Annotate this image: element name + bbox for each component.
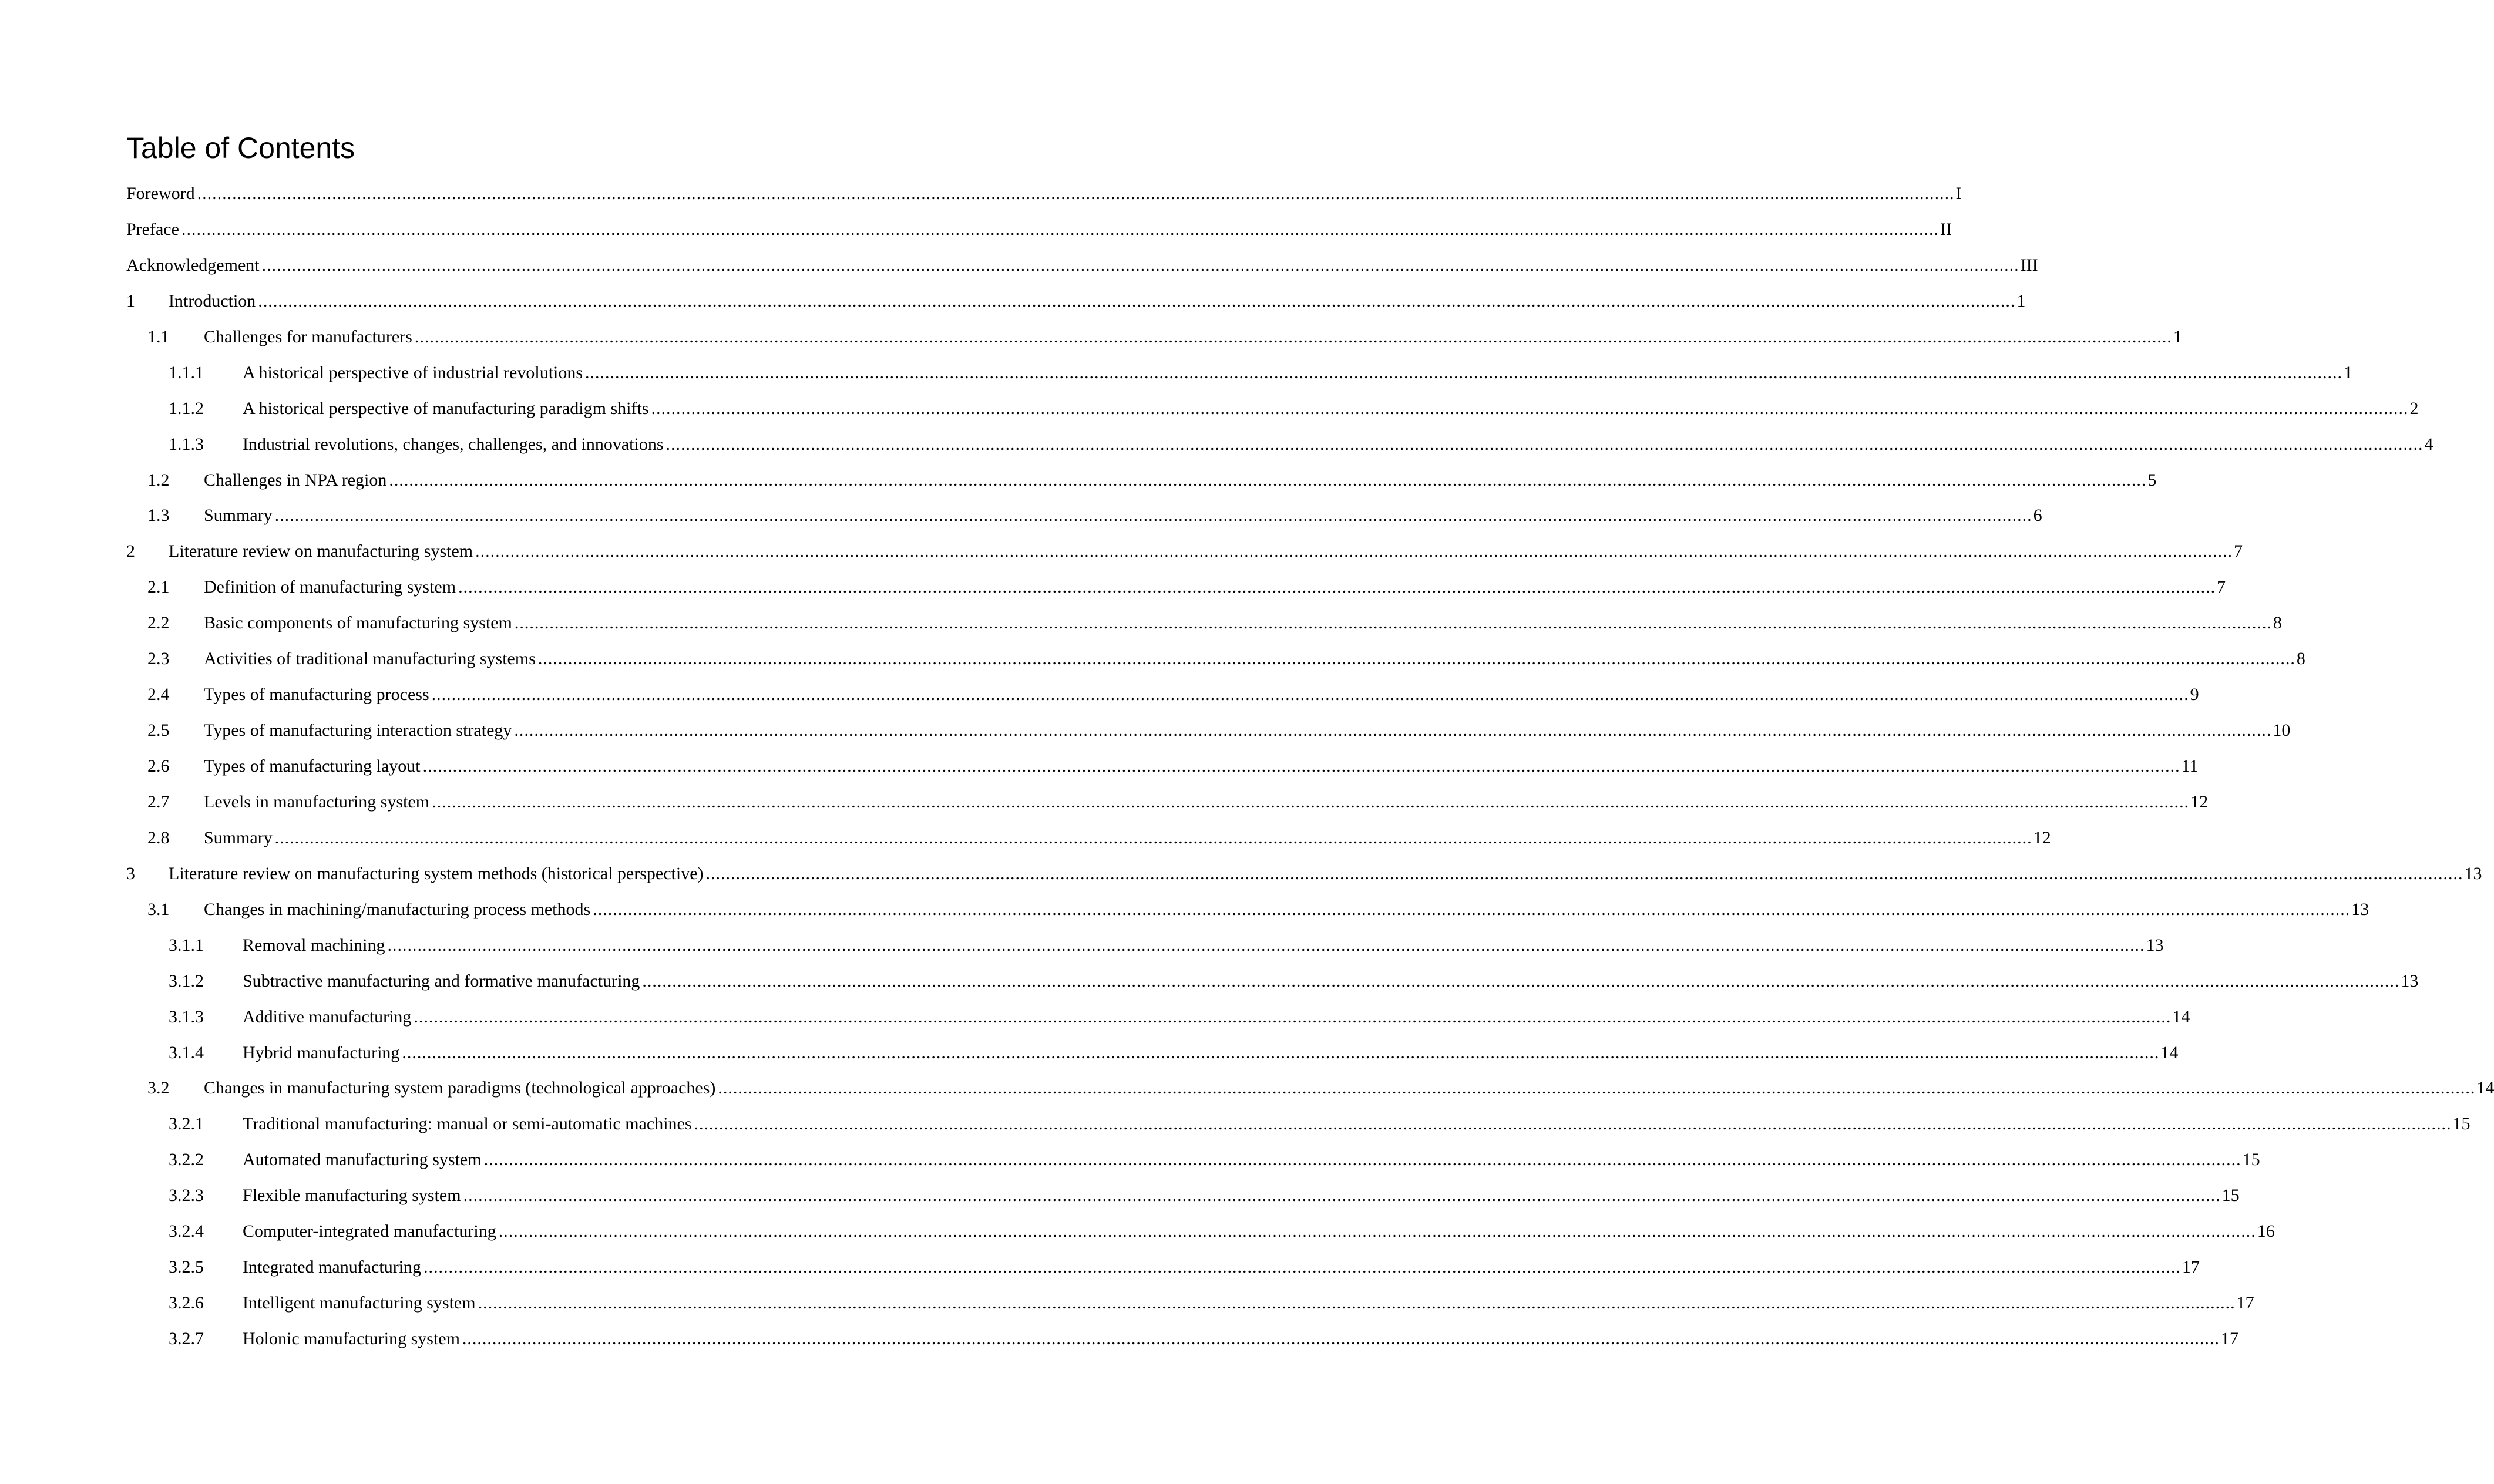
toc-entry[interactable] <box>126 677 2199 713</box>
toc-entry-page-number: 10 <box>2273 721 2291 741</box>
dot-leader <box>515 605 2272 641</box>
toc-entry-number: 1.1.3 <box>169 434 204 454</box>
toc-entry-number: 1.1 <box>147 327 170 346</box>
toc-entry-title: Introduction <box>169 291 256 311</box>
toc-entry-number: 3.2.7 <box>169 1329 204 1348</box>
toc-entry-title: Challenges in NPA region <box>204 470 387 490</box>
toc-entry[interactable] <box>126 284 2026 319</box>
dot-leader <box>389 463 2146 499</box>
dot-leader <box>181 212 1939 248</box>
toc-entry[interactable] <box>126 463 2157 499</box>
dot-leader <box>478 1286 2236 1321</box>
toc-entry-page-number: II <box>1940 219 1952 239</box>
toc-entry-number: 1.1.2 <box>169 398 204 418</box>
toc-entry-page-number: 13 <box>2464 863 2482 883</box>
toc-entry[interactable] <box>126 641 2305 677</box>
toc-entry-title: Subtractive manufacturing and formative manufacturing <box>243 971 640 991</box>
toc-entry-page-number: 8 <box>2296 649 2305 669</box>
toc-entry[interactable] <box>126 1142 2260 1178</box>
toc-entry[interactable] <box>126 964 2419 1000</box>
dot-leader <box>423 749 2180 785</box>
toc-entry-title: Challenges for manufacturers <box>204 327 412 346</box>
toc-entry[interactable] <box>126 785 2209 820</box>
toc-entry[interactable] <box>126 928 2164 964</box>
toc-entry-title: Foreword <box>126 184 195 203</box>
toc-entry-title: A historical perspective of industrial revolutions <box>243 362 583 382</box>
toc-entry[interactable] <box>126 427 2434 463</box>
toc-entry[interactable] <box>126 570 2226 605</box>
toc-entry[interactable] <box>126 1106 2471 1142</box>
dot-leader <box>475 534 2233 570</box>
dot-leader <box>402 1035 2159 1071</box>
toc-entry-number: 3.1.2 <box>169 971 204 991</box>
toc-entry-title: Traditional manufacturing: manual or semi-automatic machines <box>243 1114 692 1134</box>
toc-entry[interactable] <box>126 391 2419 427</box>
toc-entry-number: 3.1.3 <box>169 1007 204 1027</box>
toc-entry-title: Integrated manufacturing <box>243 1257 422 1277</box>
toc-entry[interactable] <box>126 1214 2275 1250</box>
toc-entry-number: 3.1.4 <box>169 1042 204 1062</box>
toc-entry-title: Definition of manufacturing system <box>204 577 456 597</box>
toc-entry-number: 3.2.1 <box>169 1114 204 1134</box>
toc-entry-number: 2.8 <box>147 827 170 847</box>
toc-entry-number: 3.2.2 <box>169 1150 204 1170</box>
toc-entry-page-number: 7 <box>2234 541 2243 561</box>
toc-entry[interactable] <box>126 820 2051 856</box>
toc-entry-number: 2 <box>126 541 135 561</box>
toc-entry[interactable] <box>126 1178 2240 1214</box>
toc-entry-number: 3.1 <box>147 899 170 919</box>
toc-entry-page-number: 1 <box>2344 362 2353 382</box>
toc-entry[interactable] <box>126 176 1962 212</box>
toc-entry-number: 1.3 <box>147 506 170 526</box>
toc-entry[interactable] <box>126 1250 2200 1286</box>
dot-leader <box>706 856 2463 892</box>
toc-entry-title: Preface <box>126 219 179 239</box>
toc-entry-page-number: 14 <box>2476 1078 2494 1098</box>
toc-entry-number: 3.2.3 <box>169 1186 204 1206</box>
toc-entry-number: 1 <box>126 291 135 311</box>
dot-leader <box>262 248 2019 284</box>
toc-entry-title: Types of manufacturing layout <box>204 756 421 776</box>
toc-entry-title: Hybrid manufacturing <box>243 1042 400 1062</box>
dot-leader <box>415 319 2172 355</box>
toc-entry-number: 2.7 <box>147 792 170 812</box>
dot-leader <box>275 820 2032 856</box>
toc-entry-title: Acknowledgement <box>126 255 260 275</box>
toc-entry-title: Types of manufacturing process <box>204 685 429 705</box>
toc-entry-page-number: 13 <box>2351 899 2369 919</box>
toc-entry-number: 3.2.4 <box>169 1221 204 1241</box>
toc-entry-page-number: 2 <box>2409 398 2419 418</box>
toc-entry[interactable] <box>126 749 2199 785</box>
toc-entry-page-number: 15 <box>2221 1186 2240 1206</box>
toc-entry-title: Summary <box>204 827 273 847</box>
toc-list <box>126 176 2494 1357</box>
toc-entry-number: 3.2.5 <box>169 1257 204 1277</box>
toc-entry-number: 2.6 <box>147 756 170 776</box>
toc-entry-title: Flexible manufacturing system <box>243 1186 461 1206</box>
toc-entry-page-number: I <box>1955 184 1962 203</box>
toc-entry-title: Removal machining <box>243 935 385 955</box>
toc-entry-page-number: III <box>2020 255 2038 275</box>
toc-entry-page-number: 17 <box>2220 1329 2238 1348</box>
dot-leader <box>463 1178 2221 1214</box>
toc-entry-page-number: 11 <box>2181 756 2199 776</box>
dot-leader <box>458 570 2216 605</box>
toc-entry-number: 1.2 <box>147 470 170 490</box>
dot-leader <box>718 1071 2475 1106</box>
toc-entry-title: Changes in machining/manufacturing process methods <box>204 899 591 919</box>
dot-leader <box>258 284 2015 319</box>
toc-entry[interactable] <box>126 856 2482 892</box>
dot-leader <box>538 641 2295 677</box>
toc-entry-number: 3.1.1 <box>169 935 204 955</box>
toc-entry-page-number: 13 <box>2401 971 2419 991</box>
toc-entry-title: A historical perspective of manufacturing paradigm shifts <box>243 398 649 418</box>
toc-entry[interactable] <box>126 713 2291 749</box>
toc-entry-page-number: 1 <box>2173 327 2182 346</box>
dot-leader <box>651 391 2408 427</box>
dot-leader <box>642 964 2399 1000</box>
toc-entry-page-number: 14 <box>2160 1042 2179 1062</box>
toc-entry-number: 2.2 <box>147 613 170 633</box>
toc-entry[interactable] <box>126 1071 2494 1106</box>
dot-leader <box>432 785 2189 820</box>
toc-entry-number: 3 <box>126 863 135 883</box>
toc-entry-number: 2.5 <box>147 721 170 741</box>
dot-leader <box>484 1142 2241 1178</box>
dot-leader <box>423 1250 2181 1286</box>
toc-entry-number: 3.2.6 <box>169 1293 204 1313</box>
toc-entry-title: Additive manufacturing <box>243 1007 412 1027</box>
toc-entry-title: Summary <box>204 506 273 526</box>
toc-entry-title: Holonic manufacturing system <box>243 1329 460 1348</box>
toc-entry[interactable] <box>126 1286 2254 1321</box>
dot-leader <box>275 498 2032 534</box>
toc-entry-page-number: 17 <box>2236 1293 2254 1313</box>
toc-entry-title: Types of manufacturing interaction strategy <box>204 721 512 741</box>
toc-entry[interactable] <box>126 1000 2190 1035</box>
toc-entry-page-number: 17 <box>2182 1257 2200 1277</box>
toc-entry-page-number: 9 <box>2190 685 2199 705</box>
dot-leader <box>387 928 2145 964</box>
toc-entry-title: Computer-integrated manufacturing <box>243 1221 496 1241</box>
toc-entry[interactable] <box>126 498 2042 534</box>
page-title: Table of Contents <box>126 132 355 164</box>
toc-entry-page-number: 5 <box>2147 470 2157 490</box>
toc-entry[interactable] <box>126 1035 2179 1071</box>
toc-entry-title: Changes in manufacturing system paradigms (technological approaches) <box>204 1078 716 1098</box>
toc-entry-page-number: 12 <box>2033 827 2051 847</box>
toc-entry-page-number: 16 <box>2257 1221 2275 1241</box>
toc-entry[interactable] <box>126 534 2243 570</box>
toc-entry[interactable] <box>126 248 2038 284</box>
toc-entry-page-number: 13 <box>2146 935 2164 955</box>
dot-leader <box>666 427 2424 463</box>
toc-entry-title: Automated manufacturing system <box>243 1150 482 1170</box>
toc-entry-title: Activities of traditional manufacturing systems <box>204 649 536 669</box>
toc-entry-title: Basic components of manufacturing system <box>204 613 512 633</box>
toc-entry-number: 2.4 <box>147 685 170 705</box>
toc-entry-title: Literature review on manufacturing system methods (historical perspective) <box>169 863 704 883</box>
toc-entry-page-number: 1 <box>2016 291 2026 311</box>
toc-entry-page-number: 8 <box>2273 613 2282 633</box>
dot-leader <box>462 1321 2220 1357</box>
dot-leader <box>593 892 2350 928</box>
dot-leader <box>585 355 2342 391</box>
toc-entry-page-number: 15 <box>2242 1150 2260 1170</box>
dot-leader <box>197 176 1955 212</box>
toc-entry[interactable] <box>126 355 2353 391</box>
toc-entry-title: Intelligent manufacturing system <box>243 1293 476 1313</box>
toc-entry-page-number: 15 <box>2452 1114 2471 1134</box>
toc-entry-number: 3.2 <box>147 1078 170 1098</box>
toc-entry[interactable] <box>126 319 2182 355</box>
dot-leader <box>432 677 2189 713</box>
toc-entry-number: 2.1 <box>147 577 170 597</box>
toc-entry[interactable] <box>126 605 2282 641</box>
dot-leader <box>694 1106 2452 1142</box>
toc-entry[interactable] <box>126 1321 2238 1357</box>
toc-entry-page-number: 4 <box>2424 434 2434 454</box>
toc-entry-title: Levels in manufacturing system <box>204 792 430 812</box>
toc-entry-page-number: 14 <box>2172 1007 2190 1027</box>
toc-entry-title: Literature review on manufacturing system <box>169 541 473 561</box>
toc-entry-title: Industrial revolutions, changes, challenges, and innovations <box>243 434 664 454</box>
toc-entry-page-number: 6 <box>2033 506 2042 526</box>
toc-entry-number: 2.3 <box>147 649 170 669</box>
toc-entry-page-number: 12 <box>2190 792 2209 812</box>
toc-entry[interactable] <box>126 212 1952 248</box>
toc-entry[interactable] <box>126 892 2369 928</box>
dot-leader <box>514 713 2271 749</box>
toc-entry-number: 1.1.1 <box>169 362 204 382</box>
dot-leader <box>499 1214 2256 1250</box>
toc-entry-page-number: 7 <box>2217 577 2226 597</box>
dot-leader <box>414 1000 2171 1035</box>
